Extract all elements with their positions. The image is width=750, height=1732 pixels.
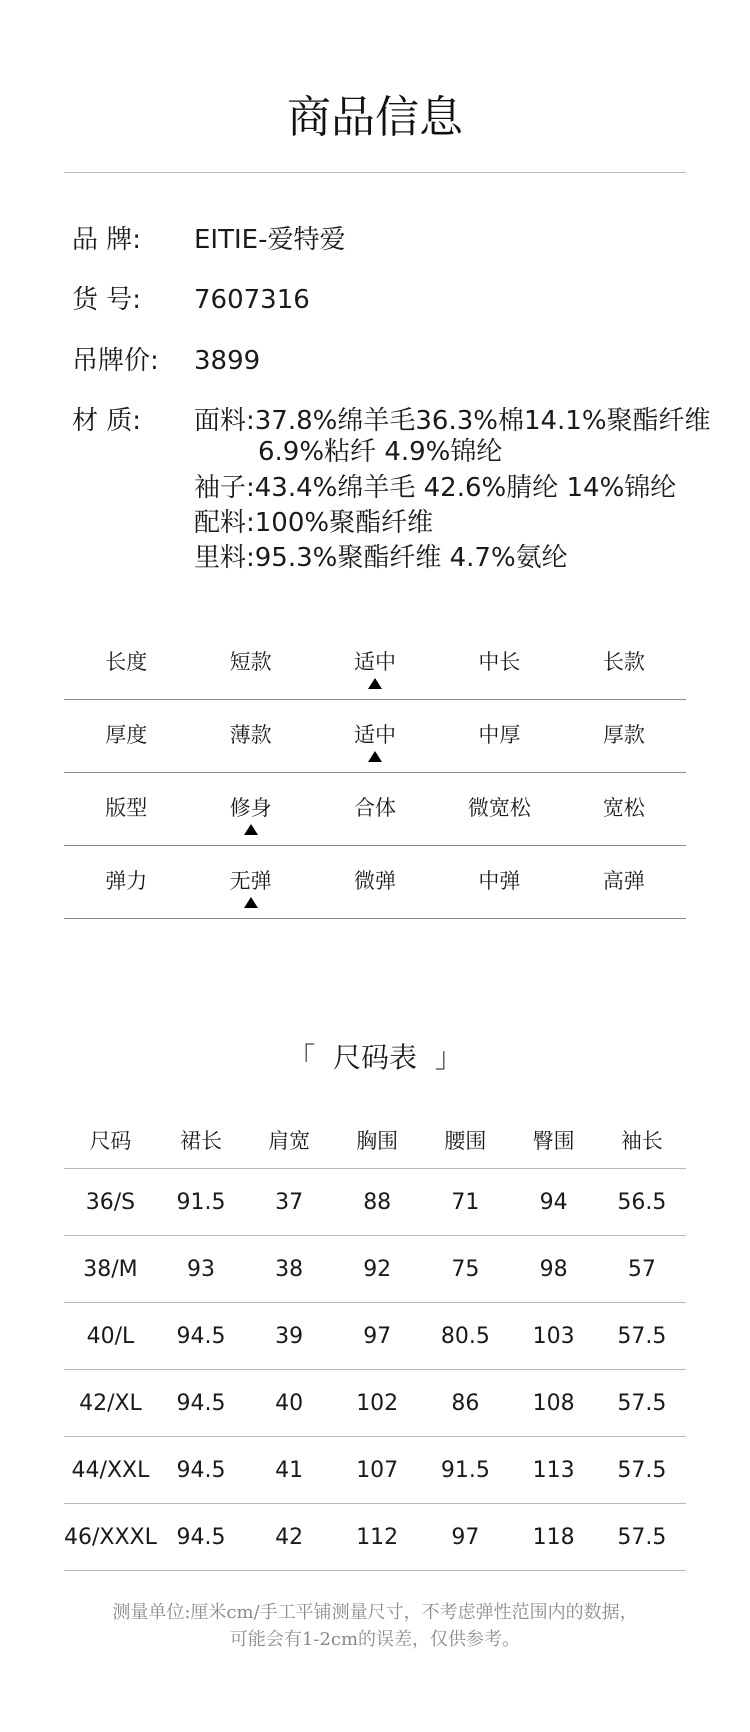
column-header: 肩宽 [268, 1129, 311, 1153]
table-cell: 36/S [85, 1189, 136, 1215]
attribute-option: 中弹 [478, 869, 521, 893]
attribute-option: 中长 [478, 650, 521, 674]
table-cell: 113 [532, 1457, 575, 1483]
table-cell: 57.5 [617, 1323, 667, 1349]
table-cell: 97 [363, 1323, 392, 1349]
table-cell: 108 [532, 1390, 575, 1416]
attribute-name: 长度 [105, 650, 148, 674]
table-cell: 57.5 [617, 1457, 667, 1483]
table-cell: 94.5 [176, 1524, 226, 1550]
attribute-row-fit [64, 773, 686, 846]
table-cell: 103 [532, 1323, 575, 1349]
table-row [64, 1169, 686, 1236]
attribute-option: 中厚 [478, 723, 521, 747]
page-title: 商品信息 [287, 92, 463, 143]
table-cell: 57 [627, 1256, 656, 1282]
table-cell: 57.5 [617, 1524, 667, 1550]
table-cell: 86 [451, 1390, 480, 1416]
attribute-option: 短款 [229, 650, 272, 674]
table-cell: 118 [532, 1524, 575, 1550]
attribute-row-length [64, 627, 686, 700]
table-cell: 37 [275, 1189, 304, 1215]
column-header: 臀围 [532, 1129, 575, 1153]
table-cell: 91.5 [176, 1189, 226, 1215]
price-value: 3899 [194, 346, 261, 376]
selected-marker-icon [368, 751, 382, 762]
selected-marker-icon [244, 897, 258, 908]
material-line: 面料:37.8%绵羊毛36.3%棉14.1%聚酯纤维 [194, 406, 711, 436]
table-cell: 75 [451, 1256, 480, 1282]
column-header: 裙长 [180, 1129, 223, 1153]
table-cell: 38 [275, 1256, 304, 1282]
measurement-note-line2: 可能会有1-2cm的误差，仅供参考。 [229, 1629, 521, 1650]
attribute-option: 高弹 [602, 869, 645, 893]
attribute-option: 微弹 [354, 869, 397, 893]
brand-label: 品 牌: [72, 225, 142, 255]
table-cell: 94.5 [176, 1323, 226, 1349]
attribute-option-selected: 修身 [188, 794, 312, 822]
table-cell: 39 [275, 1323, 304, 1349]
table-cell: 57.5 [617, 1390, 667, 1416]
attribute-row-thickness [64, 700, 686, 773]
brand-value: EITIE-爱特爱 [194, 225, 346, 255]
table-cell: 40 [275, 1390, 304, 1416]
table-cell: 80.5 [440, 1323, 490, 1349]
attribute-option: 微宽松 [467, 796, 531, 820]
sku-value: 7607316 [194, 285, 310, 315]
size-chart-title: 「 尺码表 」 [287, 1041, 463, 1074]
table-cell: 107 [356, 1457, 399, 1483]
table-cell: 38/M [83, 1256, 138, 1282]
table-cell: 40/L [86, 1323, 135, 1349]
scale-line [64, 918, 686, 920]
table-cell: 102 [356, 1390, 399, 1416]
table-cell: 92 [363, 1256, 392, 1282]
attribute-option: 宽松 [602, 796, 645, 820]
table-cell: 93 [187, 1256, 216, 1282]
column-header: 胸围 [356, 1129, 399, 1153]
material-line: 里料:95.3%聚酯纤维 4.7%氨纶 [194, 543, 568, 573]
attribute-name: 弹力 [105, 869, 148, 893]
table-cell: 112 [356, 1524, 399, 1550]
table-row [64, 1370, 686, 1437]
table-cell: 94 [539, 1189, 568, 1215]
selected-marker-icon [368, 678, 382, 689]
attribute-option-selected: 适中 [313, 721, 437, 749]
table-cell: 42/XL [79, 1390, 142, 1416]
sku-label: 货 号: [72, 285, 142, 315]
table-header-row [64, 1112, 686, 1169]
table-cell: 97 [451, 1524, 480, 1550]
material-label: 材 质: [72, 406, 142, 436]
column-header: 袖长 [620, 1129, 663, 1153]
measurement-note-line1: 测量单位:厘米cm/手工平铺测量尺寸，不考虑弹性范围内的数据， [112, 1602, 638, 1623]
material-line: 配料:100%聚酯纤维 [194, 508, 434, 538]
table-cell: 41 [275, 1457, 304, 1483]
table-row [64, 1437, 686, 1504]
selected-marker-icon [244, 824, 258, 835]
material-line: 6.9%粘纤 4.9%锦纶 [258, 437, 503, 467]
attribute-option: 薄款 [229, 723, 272, 747]
table-cell: 94.5 [176, 1390, 226, 1416]
attribute-name: 厚度 [105, 723, 148, 747]
attribute-name: 版型 [105, 796, 148, 820]
price-label: 吊牌价: [72, 346, 159, 376]
table-cell: 42 [275, 1524, 304, 1550]
table-cell: 71 [451, 1189, 480, 1215]
table-cell: 88 [363, 1189, 392, 1215]
table-row [64, 1303, 686, 1370]
table-row [64, 1236, 686, 1303]
attribute-option: 长款 [602, 650, 645, 674]
table-cell: 44/XXL [71, 1457, 150, 1483]
material-line: 袖子:43.4%绵羊毛 42.6%腈纶 14%锦纶 [194, 473, 677, 503]
table-cell: 56.5 [617, 1189, 667, 1215]
attribute-option-selected: 无弹 [188, 867, 312, 895]
table-cell: 98 [539, 1256, 568, 1282]
table-row [64, 1504, 686, 1571]
attribute-option-selected: 适中 [313, 648, 437, 676]
table-cell: 91.5 [440, 1457, 490, 1483]
table-cell: 46/XXXL [64, 1524, 157, 1550]
attribute-row-stretch [64, 846, 686, 919]
column-header: 腰围 [444, 1129, 487, 1153]
size-chart-table [64, 1112, 686, 1571]
title-divider [64, 172, 686, 173]
table-cell: 94.5 [176, 1457, 226, 1483]
column-header: 尺码 [89, 1129, 132, 1153]
attribute-option: 厚款 [602, 723, 645, 747]
attribute-option: 合体 [354, 796, 397, 820]
